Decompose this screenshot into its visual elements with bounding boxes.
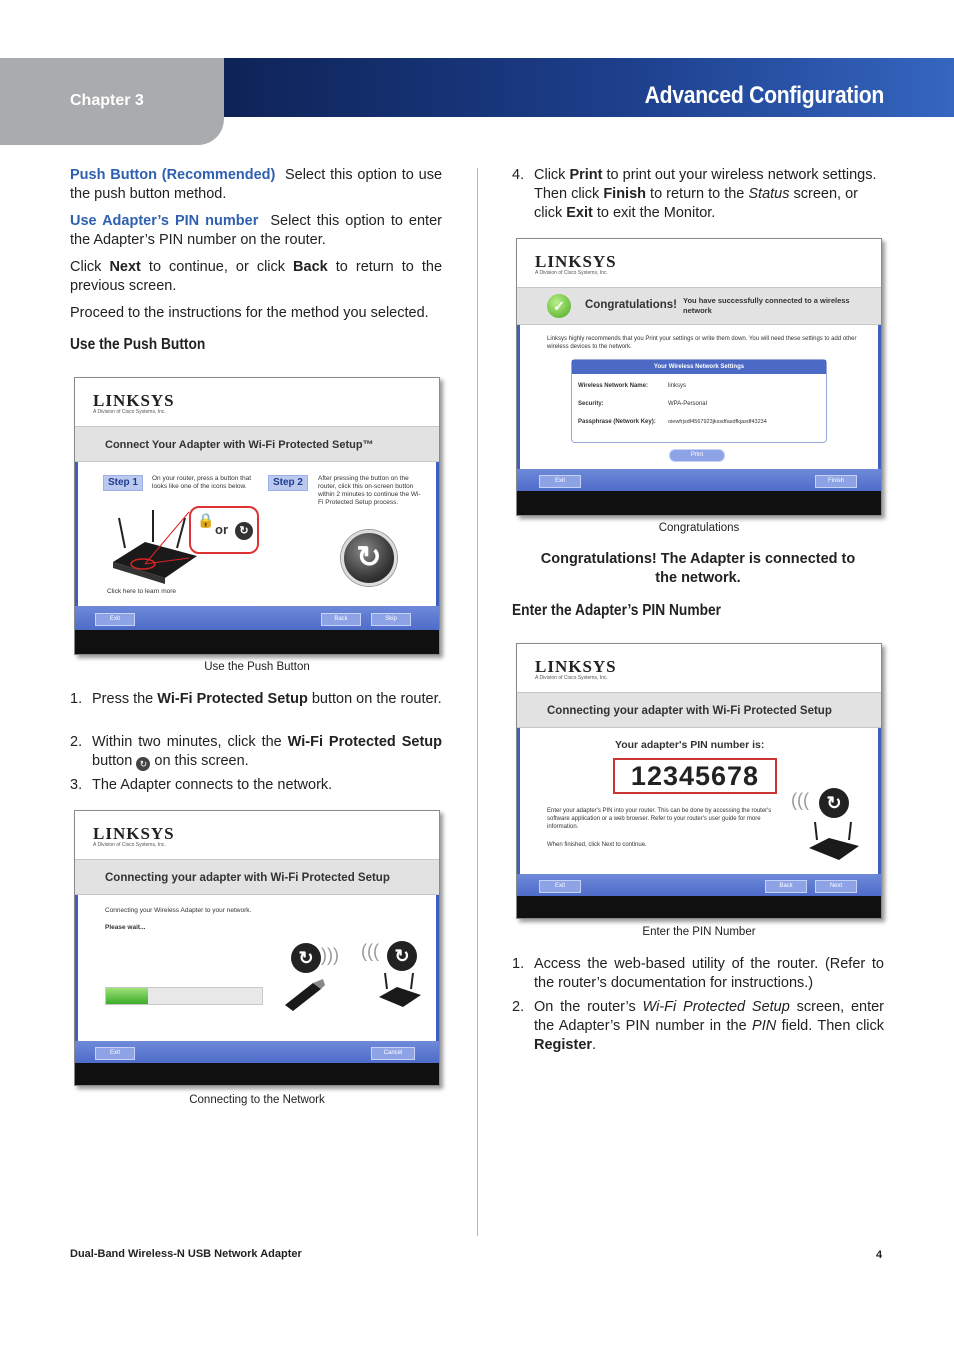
screen-bottom-bar (517, 491, 881, 515)
connecting-screenshot (74, 810, 440, 1086)
step-number: 2. (512, 999, 525, 1015)
step-2-text: Within two minutes, click the Wi-Fi Protected Setup button ↻ on this screen. (92, 734, 442, 769)
network-name-value: linksys (668, 383, 687, 389)
wps-icon: ↻ (819, 788, 849, 818)
footer-product: Dual-Band Wireless-N USB Network Adapter (70, 1248, 302, 1260)
wps-small-icon: ↻ (235, 522, 253, 540)
screen-title: Connect Your Adapter with Wi-Fi Protected Setup™ (105, 439, 374, 451)
screen-title-bar (75, 859, 439, 895)
caption-connecting: Connecting to the Network (189, 1094, 325, 1106)
pin-screenshot (516, 643, 882, 919)
back-button[interactable]: Back (765, 880, 807, 893)
wps-icon: ↻ (387, 941, 417, 971)
next-back-paragraph: Click Next to continue, or click Back to return to the previous screen. (70, 259, 443, 294)
step-number: 2. (70, 734, 83, 750)
lock-icon: 🔒 (197, 512, 215, 528)
screen-footer (517, 469, 881, 493)
next-button[interactable]: Next (815, 880, 857, 893)
or-label: or (215, 522, 228, 537)
logo-subtitle: A Division of Cisco Systems, Inc. (93, 409, 166, 415)
screen-title: Connecting your adapter with Wi-Fi Protected Setup (547, 705, 832, 717)
congratulations-screenshot (516, 238, 882, 516)
screen-side-border (75, 895, 439, 1041)
pin-display: 12345678 (613, 758, 777, 794)
exit-button[interactable]: Exit (539, 880, 581, 893)
connecting-line: Connecting your Wireless Adapter to your network. (105, 907, 252, 914)
screen-side-border (517, 325, 881, 469)
passphrase-label: Passphrase (Network Key): (578, 419, 656, 425)
passphrase-value: oiewfrjsdf4567923jkssdfasdfkjasdf43234 (668, 419, 767, 425)
logo-subtitle: A Division of Cisco Systems, Inc. (535, 270, 608, 276)
security-label: Security: (578, 401, 604, 407)
please-wait: Please wait... (105, 924, 146, 931)
caption-congratulations: Congratulations (658, 522, 740, 534)
network-name-label: Wireless Network Name: (578, 383, 648, 389)
pin-option (70, 212, 442, 250)
step2-text: After pressing the button on the router, click this on-screen button within 2 minutes to continue the Wi-Fi Protected Setup process. (318, 475, 421, 506)
print-button[interactable]: Print (669, 449, 725, 462)
signal-icon: ((( (791, 790, 809, 810)
proceed-paragraph: Proceed to the instructions for the method you selected. (70, 305, 429, 321)
pin-option-label: Use Adapter’s PIN number (70, 213, 259, 229)
push-button-label: Push Button (Recommended) (70, 167, 276, 183)
screen-footer (75, 606, 439, 632)
wps-onscreen-button[interactable]: ↻ (341, 530, 397, 586)
screen-title: Congratulations! (585, 299, 677, 311)
pin-finish-instruction: When finished, click Next to continue. (547, 842, 647, 848)
print-recommendation: Linksys highly recommends that you Print your settings or write them down. You will need these settings to add other wireless devices to the network. (547, 336, 857, 350)
back-keyword: Back (293, 259, 328, 275)
linksys-logo: LINKSYS (93, 391, 175, 410)
screen-footer (517, 874, 881, 898)
step-4-text: Click Print to print out your wireless network settings. Then click Finish to return to the Status screen, or click Exit to exit the Monitor. (534, 167, 877, 221)
push-button-screenshot (74, 377, 440, 655)
step1-badge: Step 1 (103, 475, 143, 491)
wps-inline-icon: ↻ (136, 757, 150, 771)
next-keyword: Next (109, 259, 141, 275)
step-number: 3. (70, 777, 83, 793)
signal-icon: ))) (321, 945, 339, 965)
pin-option-desc: Select this option to enter the Adapter’s PIN number on the router. (70, 213, 442, 248)
wps-icon: ↻ (291, 943, 321, 973)
exit-button[interactable]: Exit (95, 1047, 135, 1060)
step2-badge: Step 2 (268, 475, 308, 491)
cancel-button[interactable]: Cancel (371, 1047, 415, 1060)
step-number: 1. (512, 956, 525, 972)
title-bar (224, 58, 954, 117)
signal-icon: ((( (361, 941, 379, 961)
screen-title-bar (517, 287, 881, 325)
security-value: WPA-Personal (668, 401, 707, 407)
learn-more-link[interactable]: Click here to learn more (107, 588, 176, 595)
exit-button[interactable]: Exit (95, 613, 135, 626)
finish-button[interactable]: Finish (815, 475, 857, 488)
screen-title: Connecting your adapter with Wi-Fi Protected Setup (105, 872, 390, 884)
caption-push-button: Use the Push Button (204, 661, 310, 673)
heading-push-button: Use the Push Button (70, 336, 206, 353)
screen-bottom-bar (75, 1063, 439, 1085)
step-1-text: Access the web-based utility of the router. (Refer to the router’s documentation for instructions.) (534, 956, 884, 991)
caption-pin: Enter the PIN Number (642, 926, 756, 938)
step-2-text: On the router’s Wi-Fi Protected Setup screen, enter the Adapter’s PIN number in the PIN field. Then click Register. (534, 999, 885, 1053)
congrats-statement: Congratulations! The Adapter is connected to the network. (540, 551, 856, 586)
screen-bottom-bar (517, 896, 881, 918)
step-3-text: The Adapter connects to the network. (92, 777, 333, 793)
checkmark-icon: ✓ (547, 294, 571, 318)
push-button-desc: Select this option to use the push button method. (70, 167, 443, 202)
linksys-logo: LINKSYS (535, 252, 617, 271)
step-number: 4. (512, 167, 525, 183)
push-button-option (70, 166, 442, 204)
column-divider (477, 168, 478, 1236)
step-number: 1. (70, 691, 83, 707)
screen-side-border (75, 462, 439, 606)
step1-text: On your router, press a button that looks like one of the icons below. (152, 475, 252, 490)
success-message: You have successfully connected to a wireless network (683, 296, 850, 315)
exit-button[interactable]: Exit (539, 475, 581, 488)
pin-instructions: Enter your adapter's PIN into your router. This can be done by accessing the router's software application or a web browser. Refer to your router's user guide for more information. (547, 808, 772, 830)
step-1-text: Press the Wi-Fi Protected Setup button on the router. (92, 691, 442, 707)
logo-subtitle: A Division of Cisco Systems, Inc. (535, 675, 608, 681)
chapter-label: Chapter 3 (70, 92, 144, 109)
pin-label: Your adapter's PIN number is: (615, 739, 765, 751)
screen-side-border (517, 728, 881, 874)
logo-subtitle: A Division of Cisco Systems, Inc. (93, 842, 166, 848)
linksys-logo: LINKSYS (93, 824, 175, 843)
linksys-logo: LINKSYS (535, 657, 617, 676)
page-title: Advanced Configuration (644, 82, 884, 109)
back-button[interactable]: Back (321, 613, 361, 626)
page-number: 4 (876, 1249, 883, 1261)
heading-pin-number: Enter the Adapter’s PIN Number (512, 602, 721, 619)
screen-title-bar (75, 426, 439, 462)
settings-box-title: Your Wireless Network Settings (572, 360, 826, 374)
screen-title-bar (517, 692, 881, 728)
skip-button[interactable]: Skip (371, 613, 411, 626)
screen-bottom-bar (75, 630, 439, 654)
screen-footer (75, 1041, 439, 1065)
